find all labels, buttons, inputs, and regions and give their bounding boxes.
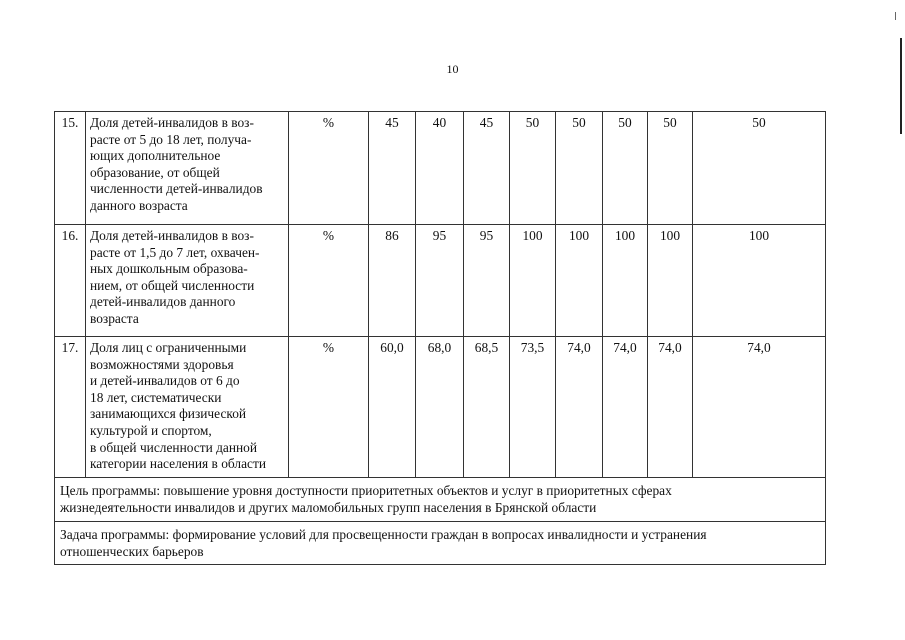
program-task-row: [55, 522, 826, 565]
value-cell: 95: [416, 225, 464, 337]
value-cell: 45: [369, 112, 416, 225]
indicator-name: [86, 225, 289, 337]
program-goal-row: [55, 478, 826, 522]
value-cell: 74,0: [556, 337, 603, 478]
row-number: 17.: [55, 337, 86, 478]
indicator-line: расте от 5 до 18 лет, получа-: [90, 131, 252, 147]
value-cell: 50: [603, 112, 648, 225]
indicator-line: детей-инвалидов данного: [90, 294, 236, 310]
indicator-line: ных дошкольным образова-: [90, 261, 248, 277]
value-cell: 50: [510, 112, 556, 225]
indicator-line: категории населения в области: [90, 456, 266, 472]
value-cell: 68,5: [464, 337, 510, 478]
value-cell: 74,0: [603, 337, 648, 478]
program-task: [55, 522, 826, 565]
value-cell: 100: [603, 225, 648, 337]
program-goal-line: жизнедеятельности инвалидов и других маломобильных групп населения в Брянской области: [60, 499, 597, 515]
row-number: 15.: [55, 112, 86, 225]
page-number: 10: [446, 62, 459, 76]
indicator-line: данного возраста: [90, 197, 188, 213]
value-cell: 60,0: [369, 337, 416, 478]
unit-cell: %: [289, 225, 369, 337]
program-task-line: отношенческих барьеров: [60, 543, 204, 559]
indicator-line: возможностями здоровья: [90, 356, 234, 372]
indicator-line: ющих дополнительное: [90, 148, 221, 164]
value-cell: 50: [556, 112, 603, 225]
value-cell: 95: [464, 225, 510, 337]
scan-edge-mark: [900, 38, 902, 134]
unit-cell: %: [289, 112, 369, 225]
indicator-line: возраста: [90, 310, 139, 326]
indicator-line: Доля лиц с ограниченными: [90, 340, 247, 355]
value-cell: 100: [556, 225, 603, 337]
indicator-line: образование, от общей: [90, 164, 220, 180]
value-cell: 50: [693, 112, 826, 225]
program-task-line: Задача программы: формирование условий для просвещенности граждан в вопросах инвалидности и устранения: [60, 527, 707, 542]
indicator-line: и детей-инвалидов от 6 до: [90, 373, 240, 389]
table-row: [55, 112, 826, 225]
program-goal: [55, 478, 826, 522]
indicator-line: Доля детей-инвалидов в воз-: [90, 228, 254, 243]
indicator-name: [86, 337, 289, 478]
indicator-line: Доля детей-инвалидов в воз-: [90, 115, 254, 130]
value-cell: 40: [416, 112, 464, 225]
unit-cell: %: [289, 337, 369, 478]
indicator-line: культурой и спортом,: [90, 422, 212, 438]
value-cell: 50: [648, 112, 693, 225]
indicator-line: занимающихся физической: [90, 406, 247, 422]
indicator-line: расте от 1,5 до 7 лет, охвачен-: [90, 244, 260, 260]
value-cell: 100: [693, 225, 826, 337]
indicator-line: 18 лет, систематически: [90, 389, 222, 405]
value-cell: 74,0: [693, 337, 826, 478]
indicator-name: [86, 112, 289, 225]
indicator-line: численности детей-инвалидов: [90, 181, 263, 197]
value-cell: 100: [510, 225, 556, 337]
row-number: 16.: [55, 225, 86, 337]
value-cell: 100: [648, 225, 693, 337]
indicator-line: нием, от общей численности: [90, 277, 255, 293]
value-cell: 68,0: [416, 337, 464, 478]
value-cell: 73,5: [510, 337, 556, 478]
value-cell: 86: [369, 225, 416, 337]
program-goal-line: Цель программы: повышение уровня доступности приоритетных объектов и услуг в приоритетных сферах: [60, 483, 672, 498]
indicators-table: [54, 111, 826, 565]
table-row: [55, 337, 826, 478]
indicator-line: в общей численности данной: [90, 439, 258, 455]
table-row: [55, 225, 826, 337]
value-cell: 74,0: [648, 337, 693, 478]
value-cell: 45: [464, 112, 510, 225]
scan-edge-tick: [895, 12, 896, 20]
